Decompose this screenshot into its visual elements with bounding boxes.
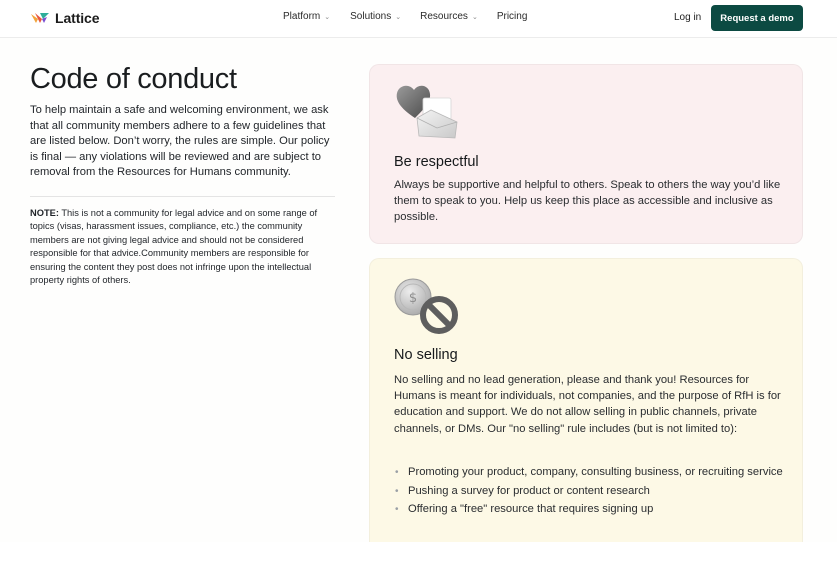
- nav-item-platform[interactable]: [283, 11, 330, 22]
- request-demo-button[interactable]: Request a demo: [711, 5, 803, 31]
- no-selling-rules-list: [394, 465, 786, 521]
- lattice-logo-icon: [30, 11, 50, 25]
- divider: [30, 196, 335, 197]
- no-selling-icon: [393, 275, 461, 337]
- login-link[interactable]: Log in: [674, 12, 702, 23]
- card-body: No selling and no lead generation, please and thank you! Resources for Humans is meant for individuals, not companies, and the purpose of RfH is for education and support. We do not allow selling in public channels, private channels, or DMs. Our "no selling" rule includes (but is not limited to):: [394, 374, 781, 435]
- rule-card-be-respectful: [369, 64, 803, 244]
- main-nav: [283, 11, 527, 22]
- intro-section: [30, 60, 338, 288]
- logo[interactable]: [30, 9, 99, 27]
- nav-item-label: Resources: [420, 11, 468, 22]
- nav-item-solutions[interactable]: [350, 11, 401, 22]
- chevron-down-icon: ⌄: [395, 13, 402, 21]
- legal-note: [30, 207, 335, 288]
- intro-paragraph: To help maintain a safe and welcoming environment, we ask that all community members adhere to a few guidelines that are listed below. Don’t worry, the rules are simple. Our policy is final — any violations will be reviewed and are subject to removal from the Resources for Humans community.: [30, 104, 330, 178]
- nav-item-label: Solutions: [350, 11, 392, 22]
- card-title: Be respectful: [394, 154, 479, 170]
- nav-item-label: Platform: [283, 11, 321, 22]
- list-item: • Promoting your product, company, consulting business, or recruiting service: [394, 465, 786, 481]
- list-item: • Pushing a survey for product or content research: [394, 484, 786, 500]
- nav-item-pricing[interactable]: [497, 11, 528, 22]
- svg-text:$: $: [408, 291, 418, 306]
- card-title: No selling: [394, 347, 458, 363]
- page-title: Code of conduct: [30, 63, 237, 95]
- nav-item-label: Pricing: [496, 11, 528, 22]
- note-text: This is not a community for legal advice and on some range of topics (visas, harassment issues, compliance, etc.) the community members are not giving legal advice and should not be considered responsible for that advice.Community members are responsible for ensuring the content they post does not infringe upon the intellectual property rights of others.: [30, 207, 318, 285]
- note-label: NOTE:: [30, 207, 59, 218]
- card-body: Always be supportive and helpful to others. Speak to others the way you’d like them to speak to you. Help us keep this place as accessible and inclusive as possible.: [394, 179, 781, 224]
- top-nav-bar: [0, 0, 837, 38]
- logo-text: Lattice: [55, 10, 100, 26]
- heart-envelope-icon: [393, 80, 461, 142]
- page-bottom-edge: [0, 542, 837, 570]
- chevron-down-icon: ⌄: [471, 13, 478, 21]
- list-item: • Offering a "free" resource that requires signing up: [394, 502, 786, 518]
- rule-card-no-selling: [369, 258, 803, 558]
- nav-item-resources[interactable]: [420, 11, 478, 22]
- chevron-down-icon: ⌄: [324, 13, 331, 21]
